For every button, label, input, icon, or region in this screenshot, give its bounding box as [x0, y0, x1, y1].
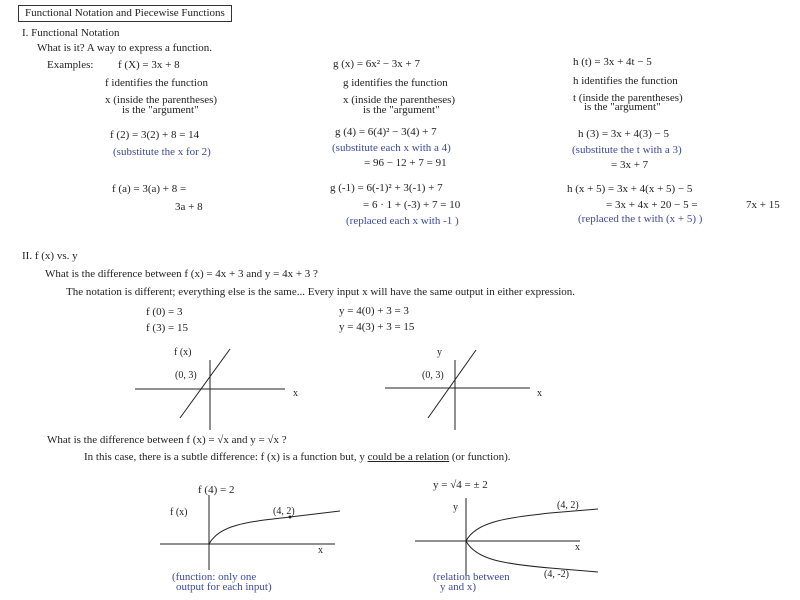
example-g-result: = 6 · 1 + (-3) + 7 = 10	[363, 199, 461, 211]
example-f-argument-2: is the "argument"	[122, 104, 199, 116]
graph-1-xlabel: x	[293, 388, 298, 399]
graph-3-xlabel: x	[318, 545, 323, 556]
graph-3-point-label: (4, 2)	[273, 506, 295, 517]
graph-3-caption-2: output for each input)	[176, 581, 272, 593]
f-eval-2: f (3) = 15	[146, 322, 188, 334]
examples-label: Examples:	[47, 59, 94, 71]
graph-4-caption-1: (relation between	[433, 571, 510, 583]
graph-4-ylabel: y	[453, 502, 458, 513]
answer-sqrt-pre: In this case, there is a subtle difference: f (x) is a function but, y	[84, 451, 368, 463]
graph-3-caption-1: (function: only one	[172, 571, 257, 583]
graph-3-ylabel: f (x)	[170, 507, 188, 518]
graph-4-curve-top	[466, 509, 598, 541]
y-eval-2: y = 4(3) + 3 = 15	[339, 321, 415, 333]
example-g-equation: g (x) = 6x² − 3x + 7	[333, 58, 420, 70]
f-eval-1: f (0) = 3	[146, 306, 183, 318]
answer-linear: The notation is different; everything else is the same... Every input x will have the same output in either expression.	[66, 286, 576, 298]
example-g-argument: x (inside the parentheses)	[343, 94, 456, 106]
graph-1-point-label: (0, 3)	[175, 370, 197, 381]
example-f-equation: f (X) = 3x + 8	[118, 59, 180, 71]
example-g-argument-2: is the "argument"	[363, 104, 440, 116]
example-h-note-2: (replaced the t with (x + 5) )	[578, 213, 703, 225]
section-1-heading: I. Functional Notation	[22, 27, 120, 39]
example-h-result: 7x + 15	[746, 199, 780, 211]
graph-2-point-label: (0, 3)	[422, 370, 444, 381]
example-g-evaluation-2: = 96 − 12 + 7 = 91	[364, 157, 447, 169]
answer-sqrt-underlined: could be a relation	[367, 451, 450, 463]
y-eval-1: y = 4(0) + 3 = 3	[339, 305, 409, 317]
example-h-argument-2: is the "argument"	[584, 101, 661, 113]
example-g-note: (substitute each x with a 4)	[332, 142, 451, 154]
graph-4-point-top-label: (4, 2)	[557, 500, 579, 511]
example-f-result: 3a + 8	[175, 201, 203, 213]
example-h-evaluation-2: = 3x + 7	[611, 159, 649, 171]
section-2-heading: II. f (x) vs. y	[22, 250, 78, 262]
example-f-evaluation: f (2) = 3(2) + 8 = 14	[110, 129, 200, 141]
graph-1-ylabel: f (x)	[174, 347, 192, 358]
example-g-substitution: g (-1) = 6(-1)² + 3(-1) + 7	[330, 182, 443, 194]
question-linear: What is the difference between f (x) = 4x + 3 and y = 4x + 3 ?	[45, 268, 318, 280]
graph-4-xlabel: x	[575, 542, 580, 553]
definition-text: What is it? A way to express a function.	[37, 42, 213, 54]
graph-4-caption-2: y and x)	[440, 581, 477, 593]
example-h-evaluation: h (3) = 3x + 4(3) − 5	[578, 128, 670, 140]
graph-2-ylabel: y	[437, 347, 442, 358]
example-f-argument: x (inside the parentheses)	[105, 94, 218, 106]
example-f-note: (substitute the x for 2)	[113, 146, 211, 158]
example-h-equation: h (t) = 3x + 4t − 5	[573, 56, 652, 68]
example-g-identifies: g identifies the function	[343, 77, 448, 89]
example-h-argument: t (inside the parentheses)	[573, 92, 683, 104]
example-g-evaluation: g (4) = 6(4)² − 3(4) + 7	[335, 126, 437, 138]
graph-4-title: y = √4 = ± 2	[433, 479, 488, 491]
example-f-identifies: f identifies the function	[105, 77, 208, 89]
example-f-substitution: f (a) = 3(a) + 8 =	[112, 183, 187, 195]
example-h-note: (substitute the t with a 3)	[572, 144, 682, 156]
example-g-note-2: (replaced each x with -1 )	[346, 215, 459, 227]
graph-3-title: f (4) = 2	[198, 484, 235, 496]
graph-2-xlabel: x	[537, 388, 542, 399]
graph-4-point-bottom-label: (4, -2)	[544, 569, 569, 580]
example-h-expansion: = 3x + 4x + 20 − 5 =	[606, 199, 698, 211]
page-title: Functional Notation and Piecewise Functions	[18, 5, 232, 22]
example-h-identifies: h identifies the function	[573, 75, 678, 87]
question-sqrt: What is the difference between f (x) = √x and y = √x ?	[47, 434, 287, 446]
answer-sqrt-post: (or function).	[449, 451, 511, 463]
example-h-substitution: h (x + 5) = 3x + 4(x + 5) − 5	[567, 183, 693, 195]
